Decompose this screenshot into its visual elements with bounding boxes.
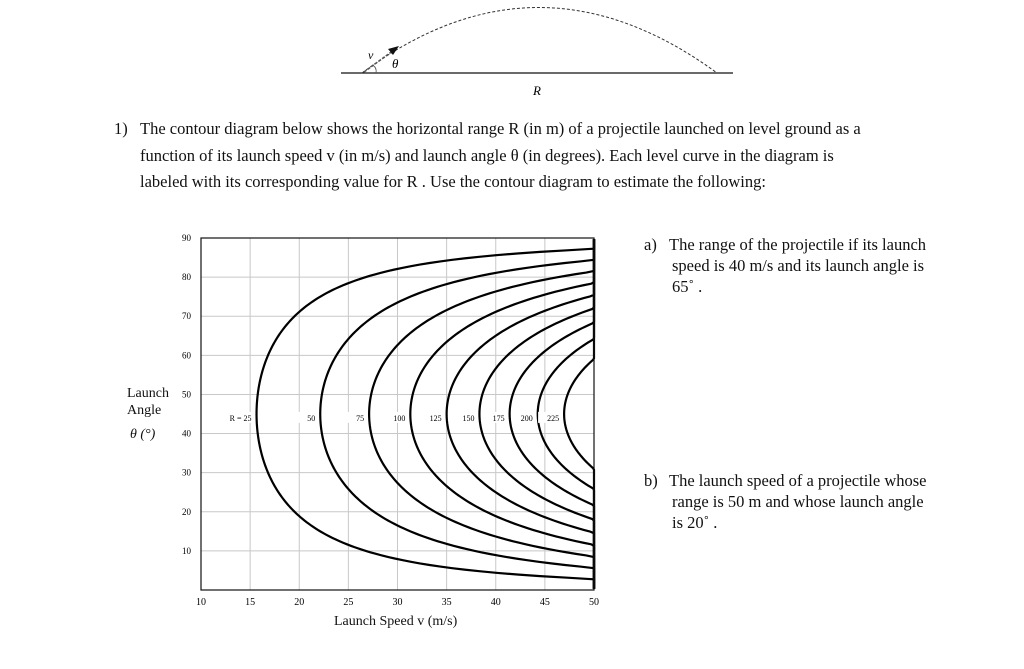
question-b-line: is 20˚ . [672, 513, 718, 532]
y-tick-label: 90 [182, 233, 191, 243]
problem-number: 1) [114, 119, 128, 138]
x-tick-label: 10 [196, 597, 206, 608]
y-tick-label: 80 [182, 272, 191, 283]
contour-label: 100 [393, 413, 406, 423]
question-b-line: The launch speed of a projectile whose [669, 471, 927, 490]
contour-225 [564, 239, 594, 589]
contour-label: 200 [520, 413, 533, 423]
contour-label: 125 [429, 413, 442, 423]
x-tick-label: 45 [539, 597, 550, 608]
range-label: R [533, 83, 541, 98]
y-tick-label: 20 [182, 506, 191, 517]
problem-text [140, 116, 954, 196]
y-axis-label [127, 385, 169, 443]
question-b-line: range is 50 m and whose launch angle [672, 492, 924, 511]
y-tick-label: 70 [182, 311, 191, 322]
x-tick-label: 30 [392, 597, 403, 608]
x-tick-label: 20 [294, 597, 305, 608]
contour-label: R = 25 [229, 413, 252, 423]
y-tick-labels [182, 233, 192, 556]
projectile-sketch [341, 8, 733, 99]
problem-line: The contour diagram below shows the horizontal range R (in m) of a projectile launched on level ground as a [140, 119, 861, 138]
y-axis-label-line: Angle [127, 403, 162, 418]
contour-label: 225 [547, 413, 560, 423]
x-tick-label: 15 [245, 597, 256, 608]
theta-label: θ [392, 56, 399, 71]
velocity-label: v [368, 48, 374, 62]
y-tick-label: 60 [182, 350, 191, 361]
question-a-label: a) [644, 235, 657, 254]
y-tick-label: 50 [182, 389, 191, 400]
problem-line: function of its launch speed v (in m/s) and launch angle θ (in degrees). Each level curve in the diagram is [140, 145, 834, 165]
x-tick-label: 25 [343, 597, 354, 608]
x-tick-label: 35 [441, 597, 452, 608]
contour-plot [182, 233, 599, 608]
y-axis-label-line: Launch [127, 386, 169, 401]
question-a-line: speed is 40 m/s and its launch angle is [672, 256, 925, 275]
question-a-line: 65˚ . [672, 277, 703, 296]
x-tick-labels [196, 597, 599, 608]
trajectory-arc [362, 8, 717, 74]
contour-label: 150 [462, 413, 475, 423]
y-tick-label: 10 [182, 545, 191, 556]
x-axis-label: Launch Speed v (m/s) [334, 614, 458, 629]
contour-label: 75 [356, 413, 365, 423]
contour-label: 175 [492, 413, 505, 423]
question-a-line: The range of the projectile if its launch [669, 235, 927, 254]
x-tick-label: 50 [589, 597, 599, 608]
question-b-label: b) [644, 471, 658, 490]
x-tick-label: 40 [490, 597, 501, 608]
y-tick-label: 40 [182, 428, 191, 439]
y-axis-label-line: θ (°) [130, 427, 156, 442]
y-tick-label: 30 [182, 467, 191, 478]
problem-line: labeled with its corresponding value for R . Use the contour diagram to estimate the following: [140, 172, 766, 191]
contour-label: 50 [307, 413, 316, 423]
